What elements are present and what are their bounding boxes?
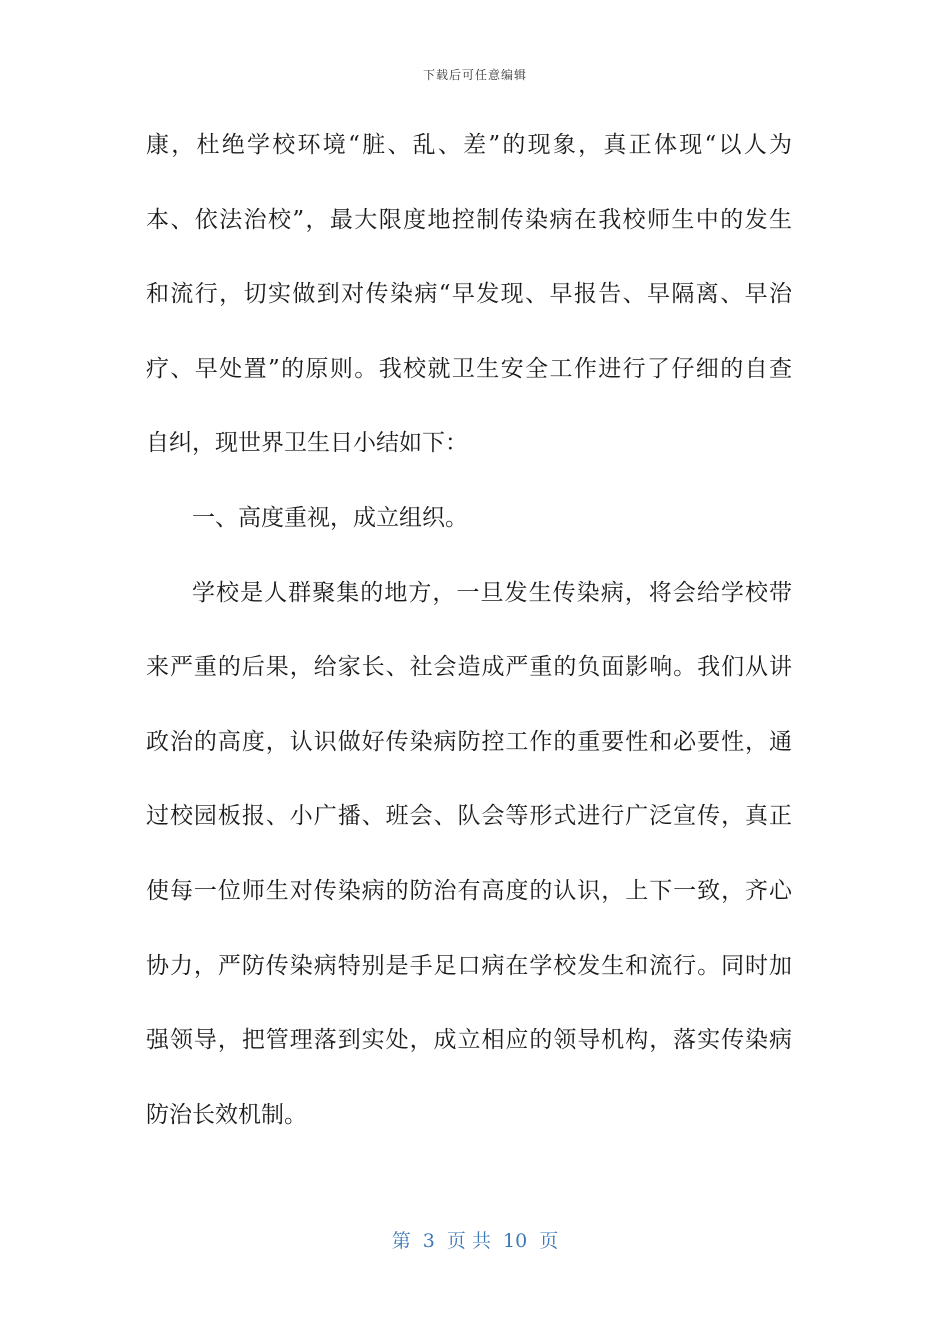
body-line: 康，杜绝学校环境“脏、乱、差”的现象，真正体现“以人为 <box>146 132 792 158</box>
body-line: 学校是人群聚集的地方，一旦发生传染病，将会给学校带 <box>192 579 792 606</box>
body-line: 本、依法治校”，最大限度地控制传染病在我校师生中的发生 <box>146 206 792 233</box>
body-line: 强领导，把管理落到实处，成立相应的领导机构，落实传染病 <box>146 1027 792 1054</box>
body-line: 来严重的后果，给家长、社会造成严重的负面影响。我们从讲 <box>146 654 792 681</box>
body-line: 政治的高度，认识做好传染病防控工作的重要性和必要性，通 <box>146 728 792 755</box>
body-line: 疗、早处置”的原则。我校就卫生安全工作进行了仔细的自查 <box>146 355 792 382</box>
document-body <box>146 120 792 1164</box>
section-heading: 一、高度重视，成立组织。 <box>192 504 468 531</box>
body-line: 防治长效机制。 <box>146 1101 307 1128</box>
page-header-note: 下载后可任意编辑 <box>422 68 527 82</box>
body-line: 和流行，切实做到对传染病“早发现、早报告、早隔离、早治 <box>146 281 792 308</box>
body-line: 过校园板报、小广播、班会、队会等形式进行广泛宣传，真正 <box>146 803 792 830</box>
body-line: 协力，严防传染病特别是手足口病在学校发生和流行。同时加 <box>146 952 792 979</box>
body-line: 自纠，现世界卫生日小结如下： <box>146 430 468 457</box>
body-line: 使每一位师生对传染病的防治有高度的认识，上下一致，齐心 <box>146 877 792 904</box>
page-number-footer: 第 3 页 共 10 页 <box>391 1230 559 1252</box>
